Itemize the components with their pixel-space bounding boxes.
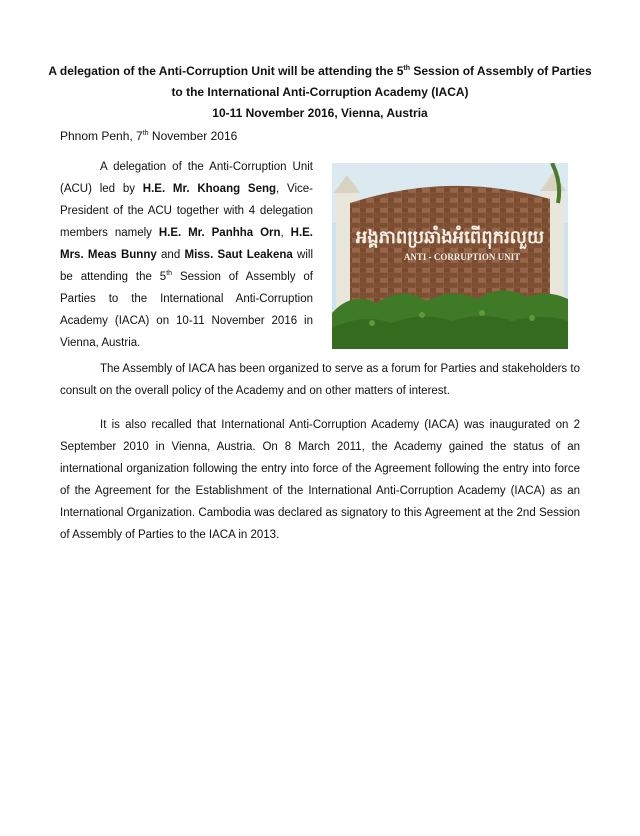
document-title (40, 58, 600, 124)
dateline: Phnom Penh, 7th November 2016 (60, 129, 238, 143)
name-panhha-orn: H.E. Mr. Panhha Orn (158, 227, 281, 239)
paragraph-2: The Assembly of IACA has been organized to serve as a forum for Parties and stakeholders to consult on the overall policy of the Academy and on other matters of interest. (60, 363, 580, 397)
paragraph-1: A delegation of the Anti-Corruption Unit (ACU) led by H.E. Mr. Khoang Seng, Vice-President of the ACU together with 4 delegation members namely H.E. Mr. Panhha Orn, H.E. Mrs. Meas Bunny and Miss. Saut Leakena will be attending the 5th Session of Assembly of Parties to the International Anti-Corruption Academy (IACA) on 10-11 November 2016 in Vienna, Austria. (60, 161, 314, 349)
sign-english-text: ANTI - CORRUPTION UNIT (403, 252, 521, 262)
name-saut-leakena: Miss. Saut Leakena (184, 249, 293, 261)
paragraph-3: It is also recalled that International Anti-Corruption Academy (IACA) was inaugurated on 2 September 2010 in Vienna, Austria. On 8 March 2011, the Academy gained the status of an international organization following the entry into force of the Agreement following the entry into force of the Agreement for the Establishment of the International Anti-Corruption Academy (IACA) as an International Organization. Cambodia was declared as signatory to this Agreement at the 2nd Session of Assembly of Parties to the IACA in 2013. (60, 419, 580, 541)
acu-sign-photo (332, 163, 568, 349)
sign-khmer-text: អង្គភាពប្រឆាំងអំពើពុករលួយ (355, 227, 545, 248)
name-meas-bunny: H.E. Mrs. Meas Bunny (60, 227, 314, 261)
title-line-2: to the International Anti-Corruption Academy (IACA) (171, 85, 469, 99)
title-line-1: A delegation of the Anti-Corruption Unit will be attending the 5th Session of Assembly of Parties (48, 64, 592, 78)
title-line-3: 10-11 November 2016, Vienna, Austria (212, 106, 428, 120)
name-khoang-seng: H.E. Mr. Khoang Seng (142, 183, 277, 195)
